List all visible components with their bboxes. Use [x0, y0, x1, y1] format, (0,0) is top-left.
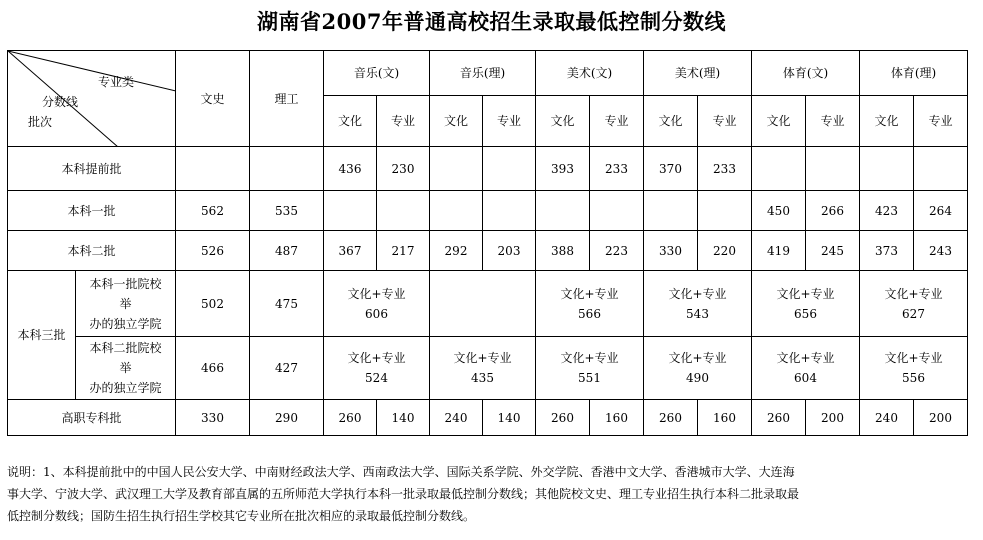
cell-value: 243 [914, 231, 968, 271]
cell-value: 330 [176, 400, 250, 436]
combo-value: 435 [471, 371, 494, 385]
row-label-erpi: 本科二批 [8, 231, 176, 271]
cell-value: 245 [806, 231, 860, 271]
cell-value: 233 [590, 147, 644, 191]
cell-value: 140 [483, 400, 536, 436]
cell-value: 233 [698, 147, 752, 191]
cell-value: 487 [250, 231, 324, 271]
cell-value: 535 [250, 191, 324, 231]
cell-value: 240 [430, 400, 483, 436]
sub-label-line: 本科一批院校 [89, 276, 162, 291]
cell-empty [483, 191, 536, 231]
combo-label: 文化+专业 [668, 351, 727, 365]
sub-label-line: 举 [119, 361, 132, 375]
combo-label: 文化+专业 [776, 286, 835, 301]
combo-value: 490 [686, 371, 709, 385]
combo-label: 文化+专业 [560, 286, 619, 301]
cell-value: 217 [377, 231, 430, 271]
subheader-wenhua: 文化 [324, 96, 377, 147]
subheader-wenhua: 文化 [860, 96, 914, 147]
row-label-tiqian: 本科提前批 [8, 147, 176, 191]
cell-value: 230 [377, 147, 430, 191]
combo-label: 文化+专业 [347, 286, 406, 301]
subheader-zhuanye: 专业 [698, 96, 752, 147]
score-table [7, 50, 968, 436]
cell-value: 388 [536, 231, 590, 271]
cell-value: 562 [176, 191, 250, 231]
row-label-yipi: 本科一批 [8, 191, 176, 231]
footnote-line: 说明：1、本科提前批中的中国人民公安大学、中南财经政法大学、西南政法大学、国际关系学院、外交学院、香港中文大学、香港城市大学、大连海 [7, 465, 795, 479]
combo-cell [644, 271, 752, 337]
combo-cell [536, 271, 644, 337]
combo-cell [324, 337, 430, 400]
subheader-wenhua: 文化 [752, 96, 806, 147]
combo-label: 文化+专业 [347, 351, 406, 365]
table-row [8, 147, 968, 191]
cell-value: 260 [536, 400, 590, 436]
combo-value: 524 [365, 371, 388, 385]
footnote-line: 事大学、宁波大学、武汉理工大学及教育部直属的五所师范大学执行本科一批录取最低控制分数线；其他院校文史、理工专业招生执行本科二批录取最 [7, 487, 800, 501]
sub-label-line: 办的独立学院 [89, 381, 162, 395]
combo-value: 604 [794, 371, 817, 385]
cell-value: 475 [250, 271, 324, 337]
corner-header-cell [8, 51, 176, 147]
cell-value: 140 [377, 400, 430, 436]
combo-value: 551 [578, 371, 601, 385]
cell-value: 373 [860, 231, 914, 271]
table-row [8, 191, 968, 231]
footnote [7, 461, 947, 527]
subheader-zhuanye: 专业 [914, 96, 968, 147]
cell-empty [250, 147, 324, 191]
combo-label: 文化+专业 [560, 351, 619, 365]
header-tiyu-li: 体育(理) [860, 51, 968, 96]
combo-value: 566 [578, 306, 601, 321]
combo-cell [752, 337, 860, 400]
cell-value: 292 [430, 231, 483, 271]
combo-label: 文化+专业 [884, 286, 943, 301]
header-yinyue-wen: 音乐(文) [324, 51, 430, 96]
cell-empty [483, 147, 536, 191]
cell-value: 290 [250, 400, 324, 436]
combo-value: 543 [686, 306, 709, 321]
combo-cell [536, 337, 644, 400]
cell-value: 419 [752, 231, 806, 271]
page-title: 湖南省2007年普通高校招生录取最低控制分数线 [257, 9, 726, 34]
cell-empty [806, 147, 860, 191]
cell-value: 526 [176, 231, 250, 271]
cell-value: 160 [698, 400, 752, 436]
cell-value: 260 [752, 400, 806, 436]
header-ligong: 理工 [250, 51, 324, 147]
cell-value: 260 [644, 400, 698, 436]
cell-value: 502 [176, 271, 250, 337]
cell-value: 423 [860, 191, 914, 231]
combo-cell [324, 271, 430, 337]
row-label-gaozhi: 高职专科批 [8, 400, 176, 436]
sub-label-line: 办的独立学院 [89, 316, 162, 331]
header-tiyu-wen: 体育(文) [752, 51, 860, 96]
cell-value: 203 [483, 231, 536, 271]
combo-cell [860, 271, 968, 337]
cell-empty [377, 191, 430, 231]
corner-label-category: 专业类 [98, 75, 135, 89]
subheader-wenhua: 文化 [644, 96, 698, 147]
corner-label-batch: 批次 [28, 115, 53, 129]
corner-label-score: 分数线 [42, 95, 79, 109]
cell-value: 200 [806, 400, 860, 436]
sub-label-erpi-duli [76, 337, 176, 400]
header-yinyue-li: 音乐(理) [430, 51, 536, 96]
combo-value: 656 [794, 306, 817, 321]
cell-value: 264 [914, 191, 968, 231]
cell-value: 220 [698, 231, 752, 271]
sub-label-line: 举 [119, 296, 132, 311]
combo-label: 文化+专业 [453, 351, 512, 365]
header-meishu-li: 美术(理) [644, 51, 752, 96]
combo-value: 627 [902, 306, 925, 321]
combo-label: 文化+专业 [776, 351, 835, 365]
table-row [8, 400, 968, 436]
header-meishu-wen: 美术(文) [536, 51, 644, 96]
cell-value: 450 [752, 191, 806, 231]
table-row [8, 231, 968, 271]
combo-cell [752, 271, 860, 337]
cell-value: 260 [324, 400, 377, 436]
combo-label: 文化+专业 [884, 351, 943, 365]
cell-value: 240 [860, 400, 914, 436]
row-label-sanpi: 本科三批 [8, 271, 76, 400]
combo-label: 文化+专业 [668, 286, 727, 301]
cell-value: 427 [250, 337, 324, 400]
cell-value: 393 [536, 147, 590, 191]
footnote-line: 低控制分数线；国防生招生执行招生学校其它专业所在批次相应的录取最低控制分数线。 [7, 509, 476, 523]
cell-empty [536, 191, 590, 231]
combo-value: 606 [365, 306, 388, 321]
table-row [8, 271, 968, 337]
combo-cell [860, 337, 968, 400]
combo-cell [430, 337, 536, 400]
subheader-zhuanye: 专业 [483, 96, 536, 147]
cell-value: 370 [644, 147, 698, 191]
cell-empty [914, 147, 968, 191]
cell-value: 160 [590, 400, 644, 436]
cell-empty [430, 191, 483, 231]
combo-cell [644, 337, 752, 400]
cell-empty [860, 147, 914, 191]
cell-empty [430, 271, 536, 337]
subheader-wenhua: 文化 [430, 96, 483, 147]
cell-value: 367 [324, 231, 377, 271]
cell-empty [644, 191, 698, 231]
cell-empty [698, 191, 752, 231]
cell-value: 330 [644, 231, 698, 271]
cell-value: 436 [324, 147, 377, 191]
combo-value: 556 [902, 371, 925, 385]
sub-label-line: 本科二批院校 [89, 341, 162, 355]
cell-value: 266 [806, 191, 860, 231]
sub-label-yipi-duli [76, 271, 176, 337]
subheader-zhuanye: 专业 [377, 96, 430, 147]
cell-empty [324, 191, 377, 231]
cell-empty [752, 147, 806, 191]
cell-empty [176, 147, 250, 191]
cell-value: 223 [590, 231, 644, 271]
cell-empty [590, 191, 644, 231]
cell-empty [430, 147, 483, 191]
subheader-zhuanye: 专业 [806, 96, 860, 147]
header-wenshi: 文史 [176, 51, 250, 147]
cell-value: 466 [176, 337, 250, 400]
table-row [8, 337, 968, 400]
subheader-wenhua: 文化 [536, 96, 590, 147]
subheader-zhuanye: 专业 [590, 96, 644, 147]
cell-value: 200 [914, 400, 968, 436]
